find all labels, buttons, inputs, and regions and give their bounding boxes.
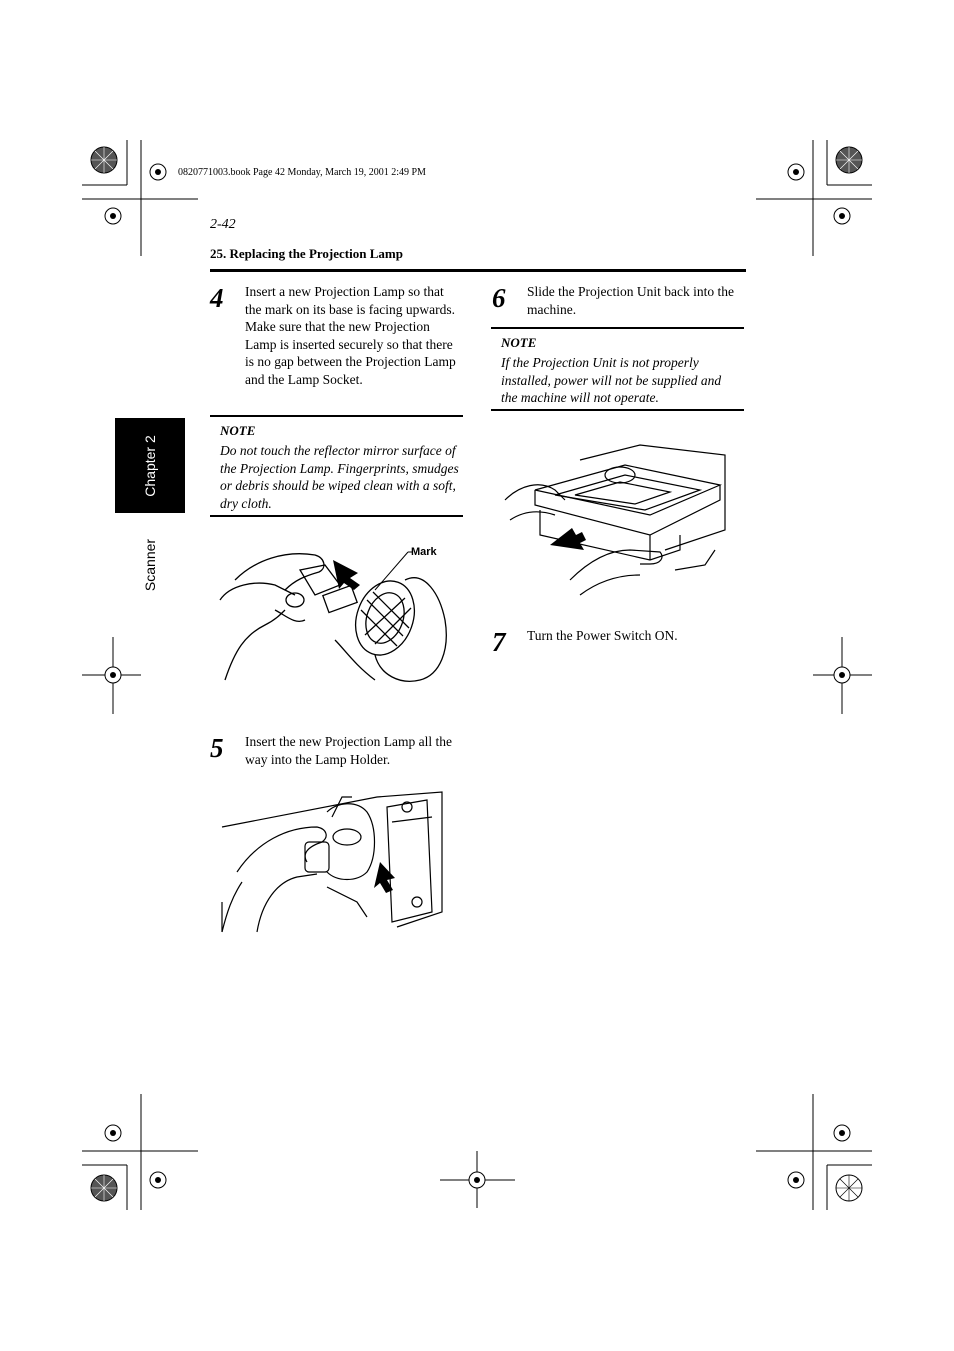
step-4-number: 4 xyxy=(210,283,224,313)
step-4-text: Insert a new Projection Lamp so that the mark on its base is facing upwards. Make sure that the new Projection Lamp is inserted securely so that there is no gap between the Projection Lamp and the Lamp Socket. xyxy=(245,284,456,387)
header-rule xyxy=(210,269,746,272)
step-7-text: Turn the Power Switch ON. xyxy=(527,628,678,643)
step-5-number: 5 xyxy=(210,733,224,763)
step-5-text: Insert the new Projection Lamp all the way into the Lamp Holder. xyxy=(245,734,452,767)
step-6-text: Slide the Projection Unit back into the machine. xyxy=(527,284,734,317)
lamp-mark-illustration xyxy=(215,540,460,690)
step-7-number: 7 xyxy=(492,627,506,657)
note-1-title: NOTE xyxy=(220,423,256,438)
page-number: 2-42 xyxy=(210,217,236,232)
note-2-title: NOTE xyxy=(501,335,537,350)
note-box-2 xyxy=(491,327,744,411)
mark-callout: Mark xyxy=(411,546,437,558)
note-box-1 xyxy=(210,415,463,517)
section-title: 25. Replacing the Projection Lamp xyxy=(210,246,403,261)
file-info-header: 0820771003.book Page 42 Monday, March 19, 2001 2:49 PM xyxy=(178,167,426,178)
chapter-tab-label: Chapter 2 xyxy=(142,434,158,497)
section-side-label-text: Scanner xyxy=(142,538,158,592)
note-1-text: Do not touch the reflector mirror surface of the Projection Lamp. Fingerprints, smudges or debris should be wiped clean with a soft, dry cloth. xyxy=(220,443,459,511)
step-6-number: 6 xyxy=(492,283,506,313)
lamp-holder-illustration xyxy=(217,782,447,937)
projection-unit-illustration xyxy=(500,440,730,600)
note-2-text: If the Projection Unit is not properly installed, power will not be supplied and the machine will not operate. xyxy=(501,355,722,406)
section-side-label xyxy=(115,525,185,605)
chapter-tab xyxy=(115,418,185,513)
